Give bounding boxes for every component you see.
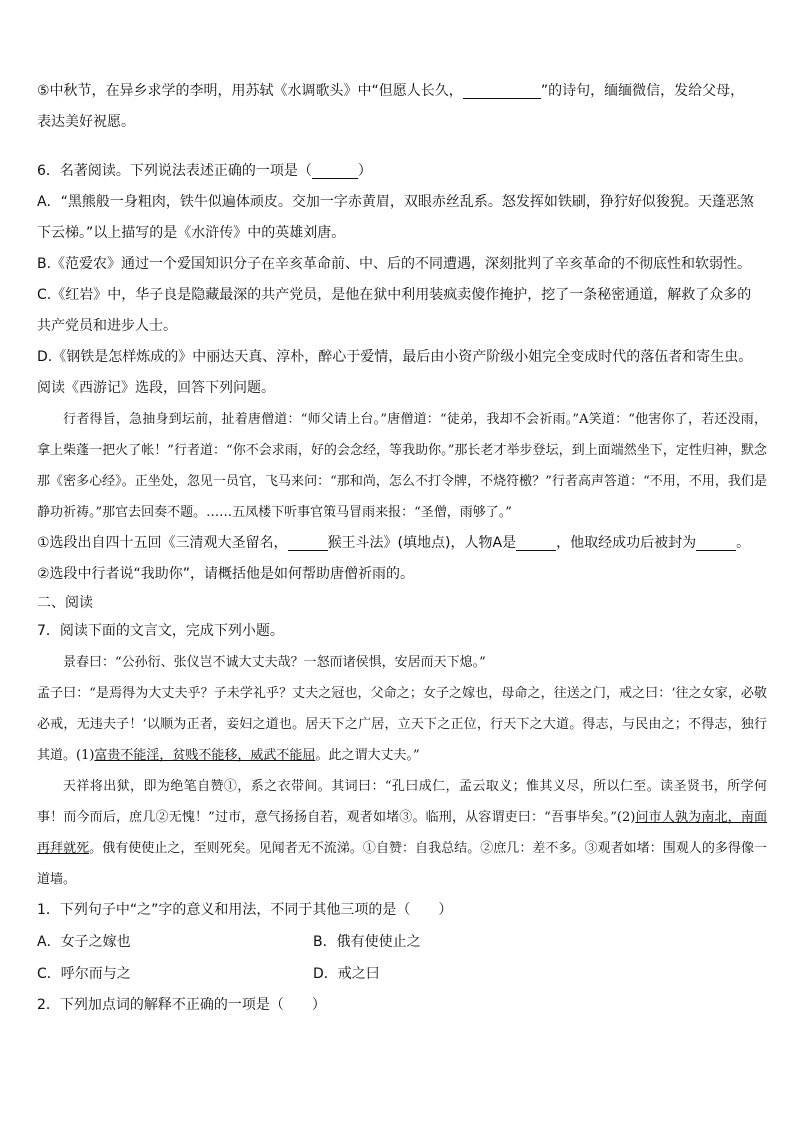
sub-question-1-options-row1 (37, 926, 767, 958)
exam-page (37, 76, 767, 1021)
option-c[interactable]: C．呼尔而与之 (37, 966, 131, 982)
classical-para2-tail: 。此之谓大丈夫。” (315, 748, 420, 763)
q5-item-line2: 表达美好祝愿。 (37, 114, 135, 130)
xiyouji-q2: ②选段中行者说“我助你”，请概括他是如何帮助唐僧祈雨的。 (37, 566, 415, 582)
xiyouji-intro: 阅读《西游记》选段，回答下列问题。 (37, 380, 275, 396)
xiyouji-passage: 行者得旨，急抽身到坛前，扯着唐僧道：“师父请上台。”唐僧道：“徒弟，我却不会祈雨。”A笑道：“他害你了，若还没雨，拿上柴蓬一把火了帐！”行者道：“你不会求雨，好的会念经，等我助你。”那长老才举步登坛，到上面端然坐下，定性归神，默念那《密多心经》。正坐处，忽见一员官，飞马来问：“那和尚，怎么不打令牌，不烧符檄？”行者高声答道：“不用，不用，我们是静功祈祷。”那官去回奏不题。……五凤楼下听事官策马冒雨来报：“圣僧，雨够了。” (37, 412, 767, 520)
q5-line1-text: ⑤中秋节，在异乡求学的李明，用苏轼《水调歌头》中“但愿人长久， (37, 83, 463, 99)
q7-intro: 7．阅读下面的文言文，完成下列小题。 (37, 623, 284, 639)
q6-stem-text: 6．名著阅读。下列说法表述正确的一项是（ (37, 163, 312, 179)
q6-option-a-line1: A．“黑熊般一身粗肉，铁牛似遍体顽皮。交加一字赤黄眉，双眼赤丝乱系。怒发挥如铁刷，狰狞好似狻猊。天蓬恶煞 (37, 194, 754, 210)
answer-blank[interactable] (288, 532, 328, 551)
sub-question-2-stem: 2．下列加点词的解释不正确的一项是（ ） (37, 997, 326, 1013)
xiyouji-q1-text: ，他取经成功后被封为 (556, 535, 697, 551)
section-heading: 二、阅读 (37, 595, 93, 611)
option-d[interactable]: D．戒之曰 (313, 966, 380, 982)
q6-option-b: B.《范爱农》通过一个爱国知识分子在辛亥革命前、中、后的不同遭遇，深刻批判了辛亥革命的不彻底性和软弱性。 (37, 256, 752, 272)
answer-blank[interactable] (516, 532, 556, 551)
classical-para2-text: 孟子曰：“是焉得为大丈夫乎？子未学礼乎？丈夫之冠也，父命之；女子之嫁也，母命之，往送之门，戒之曰：‘往之女家，必敬必戒，无违夫子！’以顺为正者，妾妇之道也。居天下之广居，立天下之正位，行天下之大道。得志，与民由之；不得志，独行其道。(1) (37, 686, 767, 763)
classical-para3-tail: 。俄有使使止之，至则死矣。见闻者无不流涕。①自赞：自我总结。②庶几：差不多。③观者如堵：围观人的多得像一道墙。 (37, 841, 767, 887)
option-b[interactable]: B．俄有使使止之 (313, 934, 421, 950)
underlined-sentence-1: 富贵不能淫，贫贱不能移，威武不能屈 (94, 748, 316, 763)
answer-blank[interactable] (312, 160, 358, 179)
xiyouji-q1 (37, 528, 767, 559)
xiyouji-q1-text: 。 (736, 535, 751, 551)
classical-para3 (37, 771, 767, 895)
q5-item-line1 (37, 76, 767, 107)
answer-blank[interactable] (463, 80, 541, 99)
q5-line1-text-tail: ”的诗句，缅缅微信，发给父母， (540, 83, 745, 99)
classical-para2 (37, 678, 767, 771)
q6-stem-close: ） (357, 163, 372, 179)
sub-question-1-options-row2 (37, 958, 767, 990)
classical-para1: 景春曰：“公孙衍、张仪岂不诚大丈夫哉？一怒而诸侯惧，安居而天下熄。” (63, 655, 486, 670)
underlined-sentence-2: 问市人孰为南北，南面再拜就死 (37, 810, 767, 856)
sub-question-1-stem: 1．下列句子中“之”字的意义和用法，不同于其他三项的是（ ） (37, 902, 453, 918)
xiyouji-q1-text: ①选段出自四十五回《三清观大圣留名， (37, 535, 288, 551)
answer-blank[interactable] (696, 532, 736, 551)
q6-option-a-line2: 下云梯。”以上描写的是《水浒传》中的英雄刘唐。 (37, 225, 346, 241)
xiyouji-q1-text: 猴王斗法》(填地点)，人物A是 (327, 535, 517, 551)
q6-option-c-line1: C.《红岩》中，华子良是隐藏最深的共产党员，是他在狱中利用装疯卖傻作掩护，挖了一条秘密通道，解救了众多的 (37, 287, 752, 303)
spacer (37, 138, 767, 156)
q6-stem (37, 156, 767, 187)
classical-para3-text: 天祥将出狱，即为绝笔自赞①，系之衣带间。其词曰：“孔曰成仁，孟云取义；惟其义尽，所以仁至。读圣贤书，所学何事！而今而后，庶几②无愧！”过市，意气扬扬自若，观者如堵③。临刑，从容谓吏曰：“吾事毕矣。”(2) (37, 779, 767, 825)
option-a[interactable]: A．女子之嫁也 (37, 934, 131, 950)
q6-option-d: D.《钢铁是怎样炼成的》中丽达天真、淳朴，醉心于爱情，最后由小资产阶级小姐完全变成时代的落伍者和寄生虫。 (37, 349, 753, 365)
q6-option-c-line2: 共产党员和进步人士。 (37, 318, 177, 334)
